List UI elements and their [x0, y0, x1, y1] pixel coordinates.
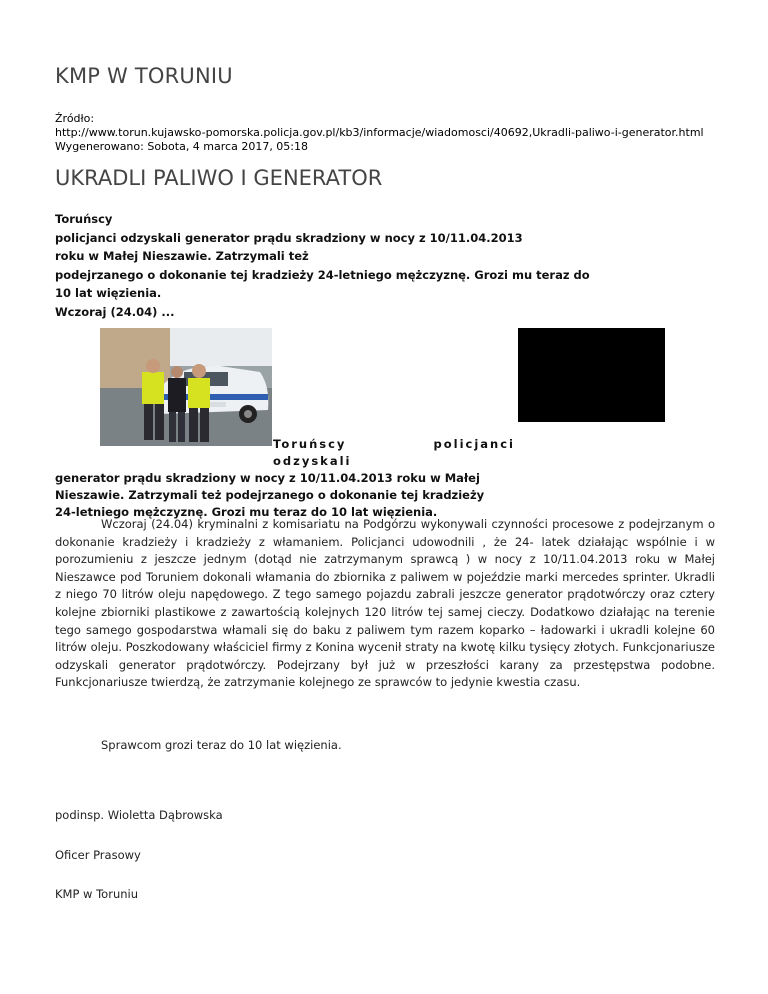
signature-unit: KMP w Toruniu	[55, 887, 139, 901]
penalty-sentence: Sprawcom grozi teraz do 10 lat więzienia.	[101, 738, 342, 752]
generated-date: Wygenerowano: Sobota, 4 marca 2017, 05:18	[55, 140, 309, 153]
caption-line: Nieszawie. Zatrzymali też podejrzanego o dokonanie tej kradzieży	[55, 488, 485, 502]
redacted-image	[518, 328, 665, 422]
caption-line: 24-letniego mężczyznę. Grozi mu teraz do 10 lat więzienia.	[55, 505, 438, 519]
article-body	[55, 516, 715, 692]
article-photo	[100, 328, 272, 446]
article-lead	[55, 210, 590, 321]
signature-name: podinsp. Wioletta Dąbrowska	[55, 808, 223, 822]
caption-line: generator prądu skradziony w nocy z 10/11.04.2013 roku w Małej	[55, 471, 480, 485]
lead-line: Wczoraj (24.04) ...	[55, 304, 175, 319]
caption-line: Toruńscy policjanci odzyskali	[273, 437, 515, 468]
lead-line: Toruńscy	[55, 212, 113, 226]
body-paragraph: Wczoraj (24.04) kryminalni z komisariatu na Podgórzu wykonywali czynności procesowe z podejrzanym o dokonanie kradzieży i kradzieży z włamaniem. Policjanci udowodnili , że 24- latek działając wspólnie i w porozumieniu z jeszcze jednym (dotąd nie zatrzymanym sprawcą ) w nocy z 10/11.04.2013 roku w Małej Nieszawce pod Toruniem dokonali włamania do zbiornika z paliwem w pojeździe marki mercedes sprinter. Ukradli z niego 70 litrów oleju napędowego. Z tego samego pojazdu zabrali jeszcze generator prądotwórczy oraz cztery kolejne zbiorniki plastikowe z zawartością kolejnych 120 litrów tej samej cieczy. Dodatkowo działając na terenie tego samego gospodarstwa włamali się do baku z paliwem tym razem koparko – ładowarki i ukradli kolejne 60 litrów oleju. Poszkodowany właściciel firmy z Konina wycenił straty na kwotę kilku tysięcy złotych. Funkcjonariusze odzyskali generator prądotwórczy. Podejrzany był już w przeszłości karany za przestępstwa podobne. Funkcjonariusze twierdzą, że zatrzymanie kolejnego ze sprawców to jedynie kwestia czasu.	[55, 517, 715, 690]
signature-role: Oficer Prasowy	[55, 848, 141, 862]
lead-line: 10 lat więzienia.	[55, 286, 162, 300]
site-title: KMP W TORUNIU	[55, 64, 233, 88]
article-title: UKRADLI PALIWO I GENERATOR	[55, 166, 383, 190]
source-metadata	[55, 112, 704, 154]
source-label: Źródło:	[55, 112, 95, 125]
lead-line: roku w Małej Nieszawie. Zatrzymali też	[55, 249, 309, 263]
photo-caption	[55, 436, 515, 521]
police-photo-illustration	[100, 328, 272, 446]
lead-line: policjanci odzyskali generator prądu skradziony w nocy z 10/11.04.2013	[55, 230, 523, 245]
source-url[interactable]: http://www.torun.kujawsko-pomorska.policja.gov.pl/kb3/informacje/wiadomosci/40692,Ukradli-paliwo-i-generator.html	[55, 126, 704, 139]
lead-line: podejrzanego o dokonanie tej kradzieży 24-letniego mężczyznę. Grozi mu teraz do	[55, 267, 590, 282]
